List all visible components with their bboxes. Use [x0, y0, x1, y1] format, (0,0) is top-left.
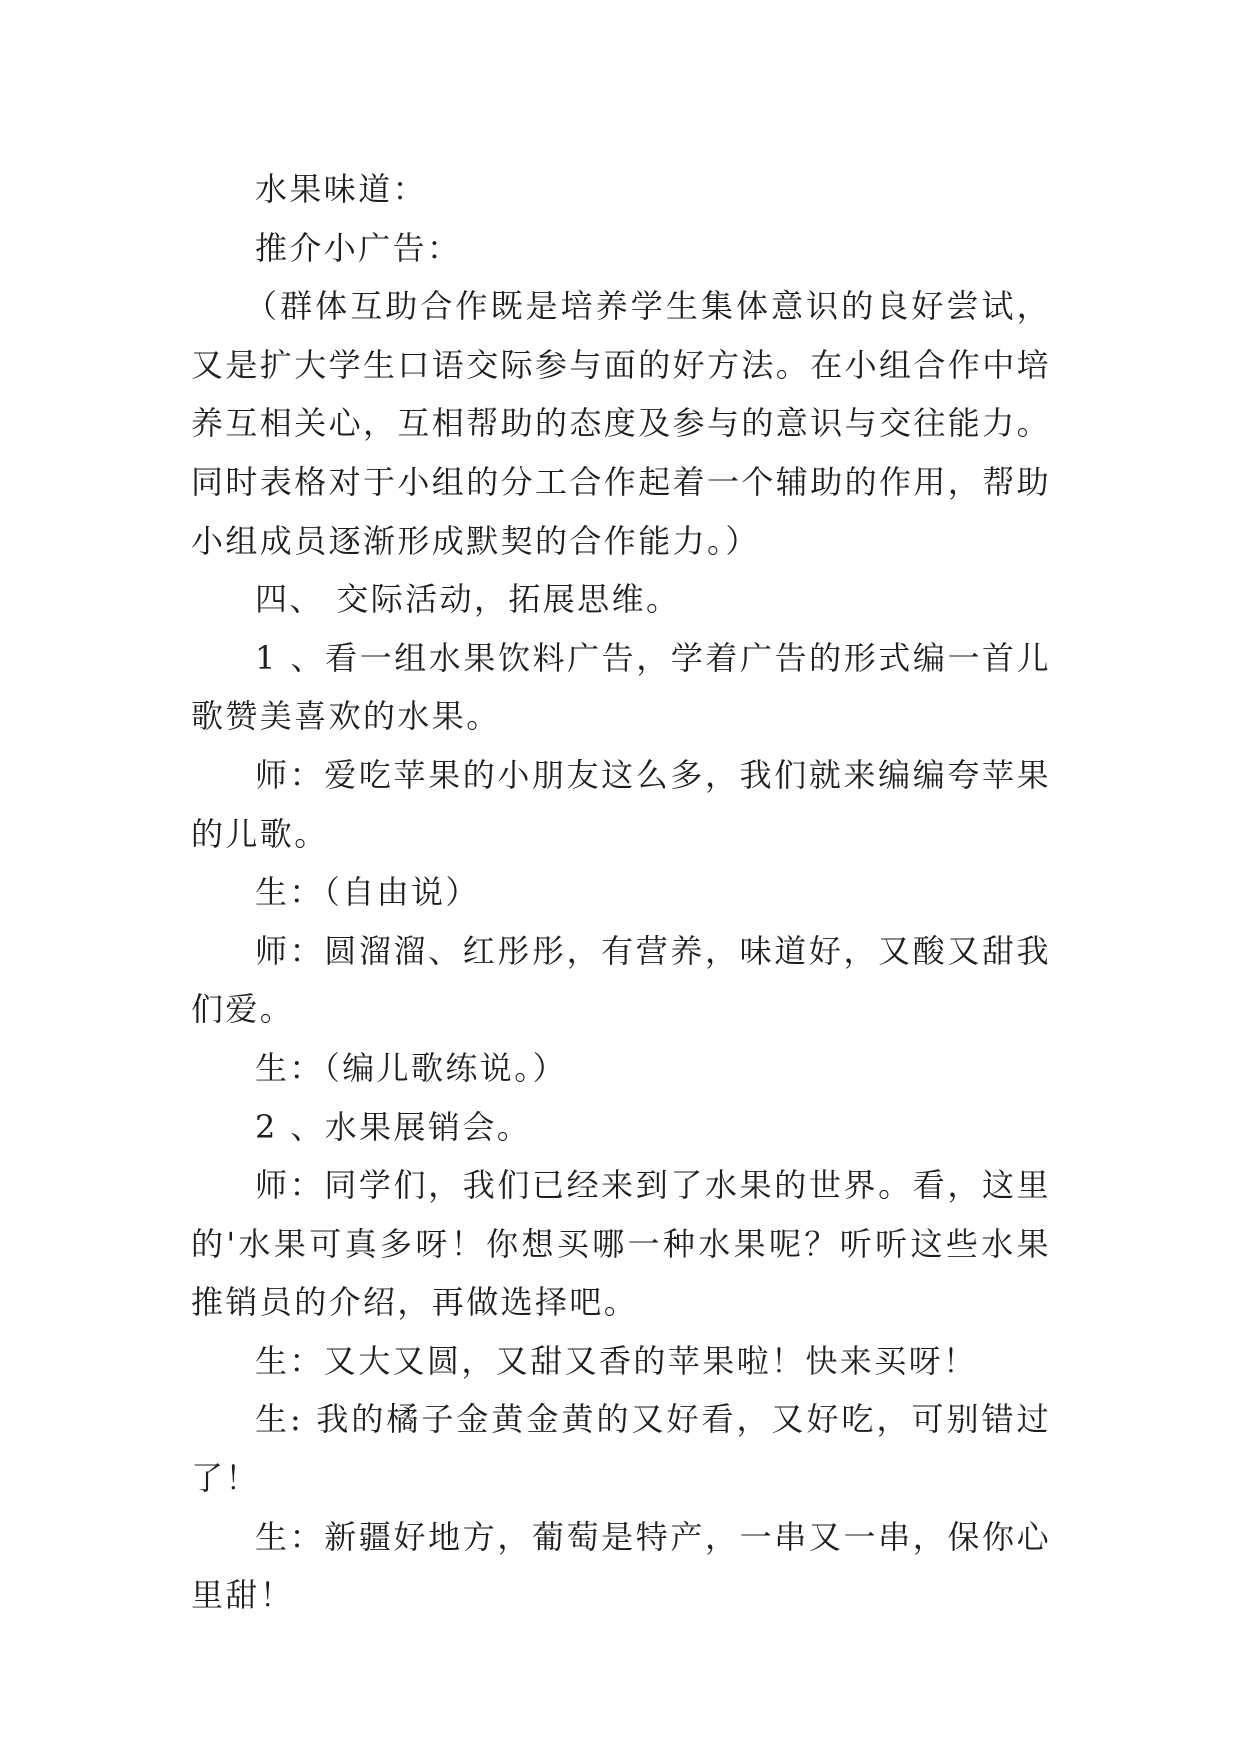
paragraph-teacher-fair: 师：同学们，我们已经来到了水果的世界。看，这里的'水果可真多呀！你想买哪一种水果呢？听听这些水果推销员的介绍，再做选择吧。: [191, 1166, 1051, 1322]
paragraph-teacher-rhyme: 师：圆溜溜、红彤彤，有营养，味道好，又酸又甜我们爱。: [191, 931, 1051, 1029]
paragraph-fruit-taste: 水果味道：: [255, 170, 428, 208]
paragraph-teacher-apple: 师：爱吃苹果的小朋友这么多，我们就来编编夸苹果的儿歌。: [191, 755, 1051, 853]
paragraph-step-two: 2 、水果展销会。: [255, 1107, 532, 1146]
paragraph-student-rhyme: 生：（编儿歌练说。）: [255, 1048, 568, 1087]
paragraph-student-orange: 生: 我的橘子金黄金黄的又好看，又好吃，可别错过了！: [191, 1400, 1051, 1498]
paragraph-student-apple: 生：又大又圆，又甜又香的苹果啦！快来买呀！: [255, 1341, 978, 1380]
paragraph-ad-recommend: 推介小广告：: [255, 228, 462, 267]
paragraph-student-free: 生：（自由说）: [255, 873, 480, 912]
paragraph-student-grape: 生：新疆好地方，葡萄是特产，一串又一串，保你心里甜！: [191, 1517, 1051, 1615]
paragraph-step-one: 1 、看一组水果饮料广告，学着广告的形式编一首儿歌赞美喜欢的水果。: [191, 638, 1051, 736]
paragraph-teaching-note: （群体互助合作既是培养学生集体意识的良好尝试，又是扩大学生口语交际参与面的好方法。在小组合作中培养互相关心，互相帮助的态度及参与的意识与交往能力。同时表格对于小组的分工合作起着一个辅助的作用，帮助小组成员逐渐形成默契的合作能力。）: [191, 287, 1052, 560]
document-body: [191, 160, 1051, 1625]
paragraph-section-four: 四、 交际活动，拓展思维。: [255, 580, 681, 619]
